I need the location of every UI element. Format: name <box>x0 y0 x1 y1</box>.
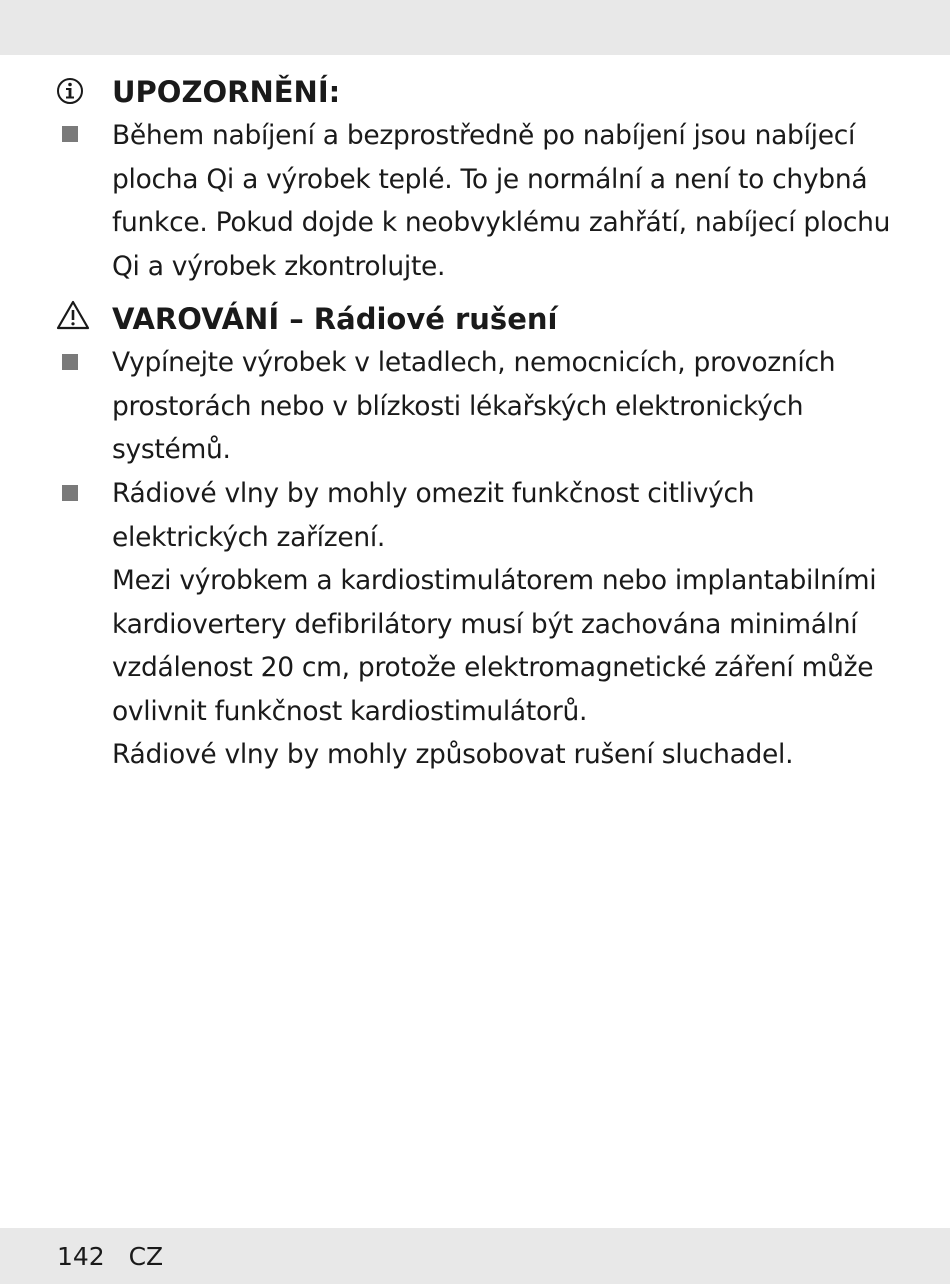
bullet-square <box>62 354 78 370</box>
hearing-aid-text: Rádiové vlny by mohly způsobovat rušení sluchadel. <box>112 739 794 770</box>
info-circle-icon <box>56 77 84 105</box>
warning-triangle-icon <box>56 299 90 331</box>
warning-paragraph-2 <box>112 472 912 777</box>
warning-heading: VAROVÁNÍ – Rádiové rušení <box>112 302 558 336</box>
page-footer <box>57 1240 163 1274</box>
bullet-square <box>62 485 78 501</box>
pacemaker-distance-text: Mezi výrobkem a kardiostimulátorem nebo implantabilními kardiovertery defibrilátory musí být zachována minimální vzdálenost 20 cm, protože elektromagnetické záření může ovlivnit funkčnost kardiostimulátorů. <box>112 565 877 727</box>
warning-item-2-text: Rádiové vlny by mohly omezit funkčnost citlivých elektrických zařízení. <box>112 478 755 553</box>
page-number: 142 <box>57 1242 105 1271</box>
bullet-square <box>62 126 78 142</box>
header-band <box>0 0 950 55</box>
notice-heading: UPOZORNĚNÍ: <box>112 75 341 109</box>
notice-paragraph <box>112 114 912 288</box>
warning-paragraph-1 <box>112 341 912 472</box>
notice-item-text: Během nabíjení a bezprostředně po nabíjení jsou nabíjecí plocha Qi a výrobek teplé. To je normální a není to chybná funkce. Pokud dojde k neobvyklému zahřátí, nabíjecí plochu Qi a výrobek zkontrolujte. <box>112 120 891 282</box>
language-code: CZ <box>128 1242 164 1271</box>
warning-item-1-text: Vypínejte výrobek v letadlech, nemocnicích, provozních prostorách nebo v blízkosti lékařských elektronických systémů. <box>112 347 836 465</box>
